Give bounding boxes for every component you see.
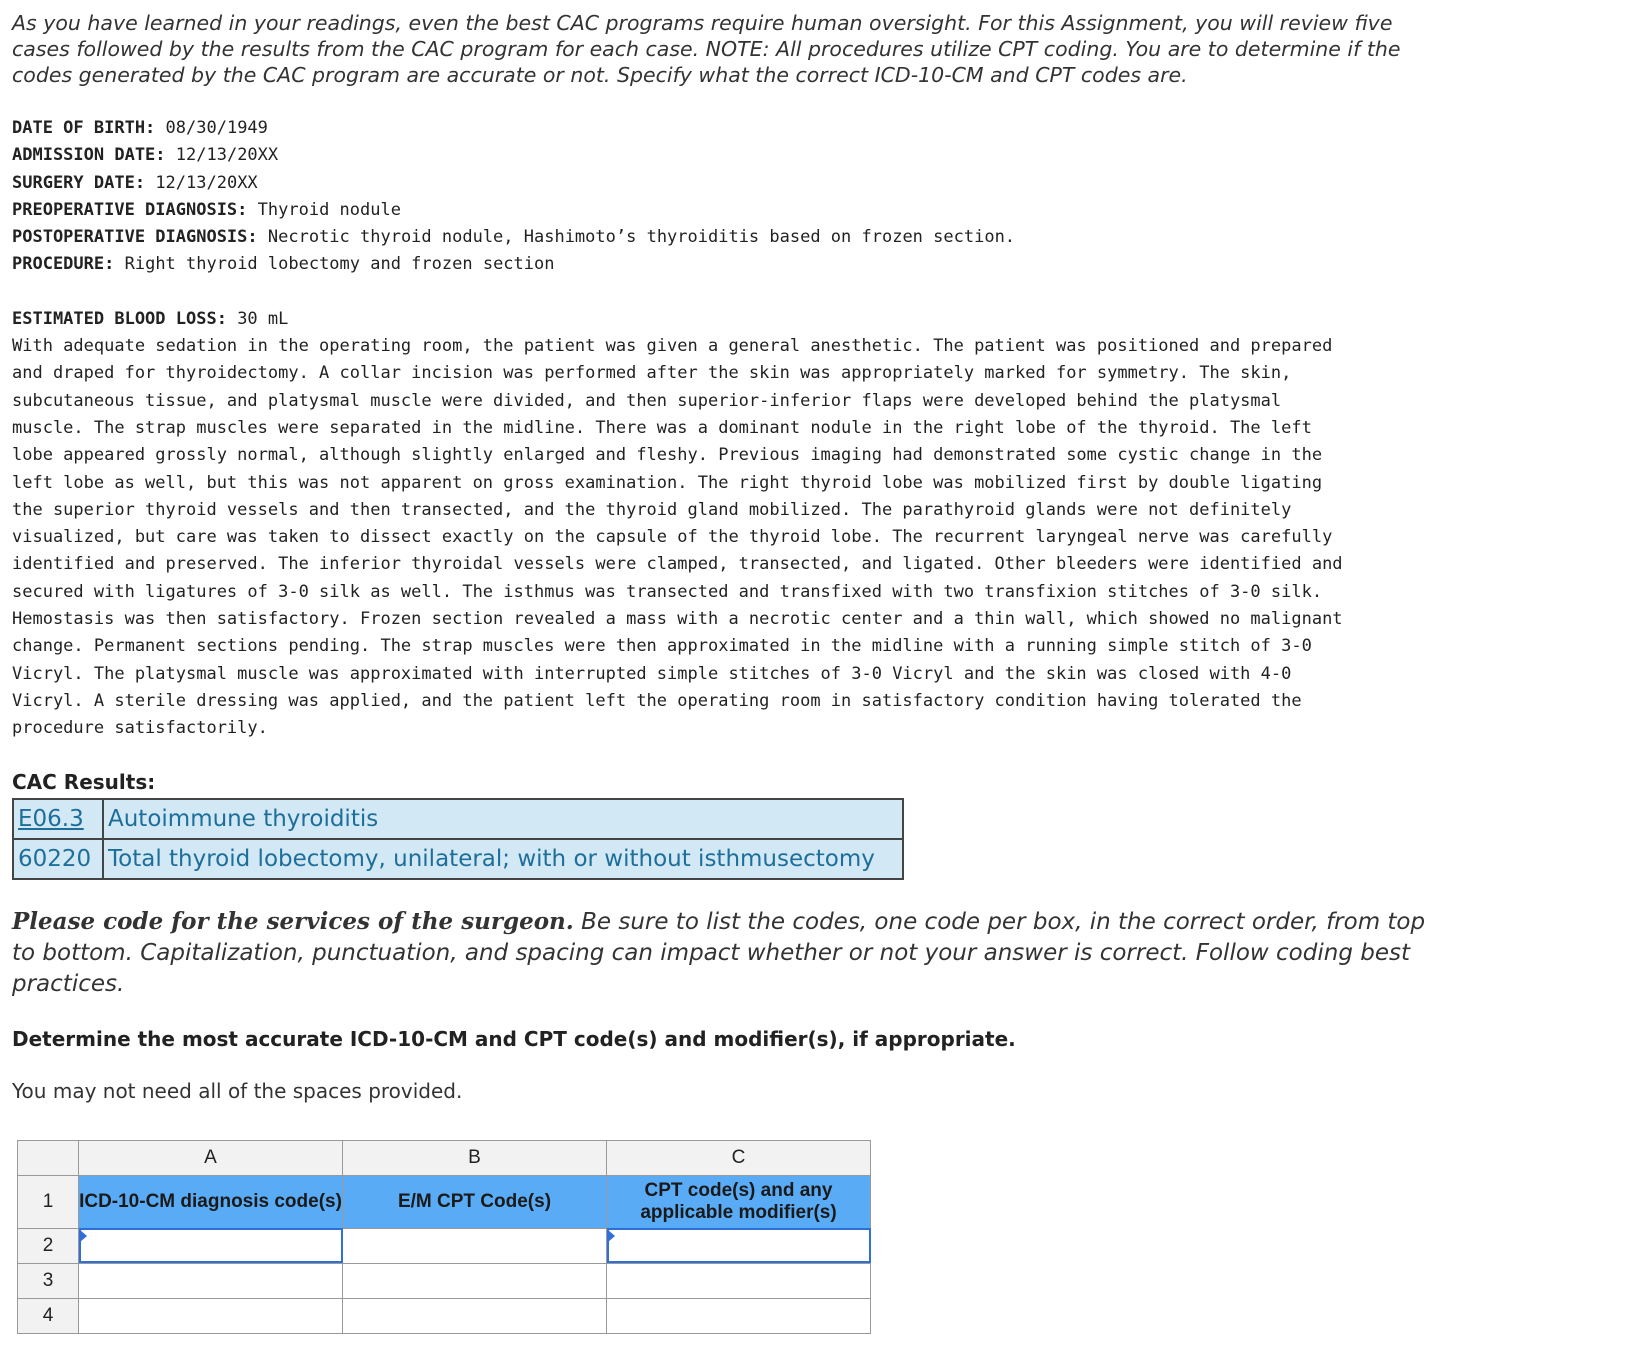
cac-row bbox=[13, 839, 903, 879]
answer-input-a2[interactable] bbox=[79, 1229, 342, 1263]
cell-marker-icon bbox=[608, 1230, 615, 1242]
column-header-b: B bbox=[343, 1140, 607, 1175]
spaces-note: You may not need all of the spaces provided. bbox=[12, 1078, 463, 1103]
grid-corner bbox=[18, 1140, 79, 1175]
column-header-a: A bbox=[79, 1140, 343, 1175]
record-fields bbox=[12, 115, 1572, 279]
header-em-cpt: E/M CPT Code(s) bbox=[343, 1175, 607, 1228]
header-icd10-diagnosis: ICD-10-CM diagnosis code(s) bbox=[79, 1175, 343, 1228]
answer-cell-c3[interactable] bbox=[607, 1263, 871, 1298]
row-header-3: 3 bbox=[18, 1263, 79, 1298]
instructions bbox=[12, 906, 1452, 1000]
answer-input-c4[interactable] bbox=[607, 1299, 870, 1333]
intro-text: As you have learned in your readings, even the best CAC programs require human oversight. For this Assignment, you will review five cases followed by the results from the CAC program for each case. NOTE: All procedures utilize CPT coding. You are to determine if the codes generated by the CAC program are accurate or not. Specify what the correct ICD-10-CM and CPT codes are. bbox=[12, 11, 1401, 87]
determine-instruction: Determine the most accurate ICD-10-CM and CPT code(s) and modifier(s), if appropriate. bbox=[12, 1026, 1016, 1051]
instructions-lead: Please code for the services of the surgeon. bbox=[12, 907, 574, 935]
cac-description: Total thyroid lobectomy, unilateral; with or without isthmusectomy bbox=[103, 839, 903, 879]
field-postop-diagnosis: POSTOPERATIVE DIAGNOSIS: Necrotic thyroid nodule, Hashimoto’s thyroiditis based on frozen section. bbox=[12, 227, 1016, 248]
operative-narrative: With adequate sedation in the operating room, the patient was given a general anesthetic. The patient was positioned and prepared and draped for thyroidectomy. A collar incision was performed after the skin was appropriately marked for symmetry. The skin, subcutaneous tissue, and platysmal muscle were divided, and then superior-inferior flaps were developed behind the platysmal muscle. The strap muscles were separated in the midline. There was a dominant nodule in the right lobe of the thyroid. The left lobe appeared grossly normal, although slightly enlarged and fleshy. Previous imaging had demonstrated some cystic change in the left lobe as well, but this was not apparent on gross examination. The right thyroid lobe was mobilized first by double ligating the superior thyroid vessels and then transected, and the thyroid gland mobilized. The parathyroid glands were not definitely visualized, but care was taken to dissect exactly on the capsule of the thyroid lobe. The recurrent laryngeal nerve was carefully identified and preserved. The inferior thyroidal vessels were clamped, transected, and ligated. Other bleeders were identified and secured with ligatures of 3-0 silk as well. The isthmus was transected and transfixed with two transfixion stitches of 3-0 silk. Hemostasis was then satisfactory. Frozen section revealed a mass with a necrotic center and a thin wall, which showed no malignant change. Permanent sections pending. The strap muscles were then approximated in the midline with a running simple stitch of 3-0 Vicryl. The platysmal muscle was approximated with interrupted simple stitches of 3-0 Vicryl and the skin was closed with 4-0 Vicryl. A sterile dressing was applied, and the patient left the operating room in satisfactory condition having tolerated the procedure satisfactorily. bbox=[12, 336, 1343, 739]
row-header-2: 2 bbox=[18, 1228, 79, 1263]
column-header-c: C bbox=[607, 1140, 871, 1175]
assignment-page bbox=[12, 10, 1572, 1334]
field-surgery-date: SURGERY DATE: 12/13/20XX bbox=[12, 172, 258, 193]
answer-cell-b3[interactable] bbox=[343, 1263, 607, 1298]
answer-input-c2[interactable] bbox=[607, 1229, 870, 1263]
answer-cell-b4[interactable] bbox=[343, 1298, 607, 1333]
header-cpt-modifiers: CPT code(s) and any applicable modifier(s) bbox=[607, 1175, 871, 1228]
cell-marker-icon bbox=[80, 1230, 87, 1242]
answer-cell-c4[interactable] bbox=[607, 1298, 871, 1333]
answer-cell-c2[interactable] bbox=[607, 1228, 871, 1263]
field-admission-date: ADMISSION DATE: 12/13/20XX bbox=[12, 145, 279, 166]
answer-cell-b2[interactable] bbox=[343, 1228, 607, 1263]
answer-cell-a3[interactable] bbox=[79, 1263, 343, 1298]
row-header-4: 4 bbox=[18, 1298, 79, 1333]
answer-cell-a2[interactable] bbox=[79, 1228, 343, 1263]
answer-grid bbox=[17, 1140, 871, 1334]
instructions-body: Be sure to list the codes, one code per box, in the correct order, from top to bottom. Capitalization, punctuation, and spacing can impact whether or not your answer is correct. Follow coding best practices. bbox=[12, 908, 1426, 997]
field-dob: DATE OF BIRTH: 08/30/1949 bbox=[12, 118, 268, 138]
field-estimated-blood-loss: ESTIMATED BLOOD LOSS: 30 mL bbox=[12, 308, 289, 329]
answer-input-b3[interactable] bbox=[343, 1264, 606, 1298]
answer-input-a3[interactable] bbox=[79, 1264, 342, 1298]
field-procedure: PROCEDURE: Right thyroid lobectomy and frozen section bbox=[12, 254, 555, 275]
field-preop-diagnosis: PREOPERATIVE DIAGNOSIS: Thyroid nodule bbox=[12, 199, 401, 220]
cac-code: 60220 bbox=[13, 839, 103, 879]
cac-description: Autoimmune thyroiditis bbox=[103, 799, 903, 839]
answer-cell-a4[interactable] bbox=[79, 1298, 343, 1333]
answer-input-c3[interactable] bbox=[607, 1264, 870, 1298]
answer-input-b2[interactable] bbox=[343, 1229, 606, 1263]
cac-row bbox=[13, 799, 903, 839]
cac-code-link[interactable]: E06.3 bbox=[18, 805, 84, 832]
cac-results-heading: CAC Results: bbox=[12, 769, 156, 794]
cac-results-table bbox=[12, 798, 904, 880]
row-header-1: 1 bbox=[18, 1175, 79, 1228]
answer-input-a4[interactable] bbox=[79, 1299, 342, 1333]
answer-input-b4[interactable] bbox=[343, 1299, 606, 1333]
